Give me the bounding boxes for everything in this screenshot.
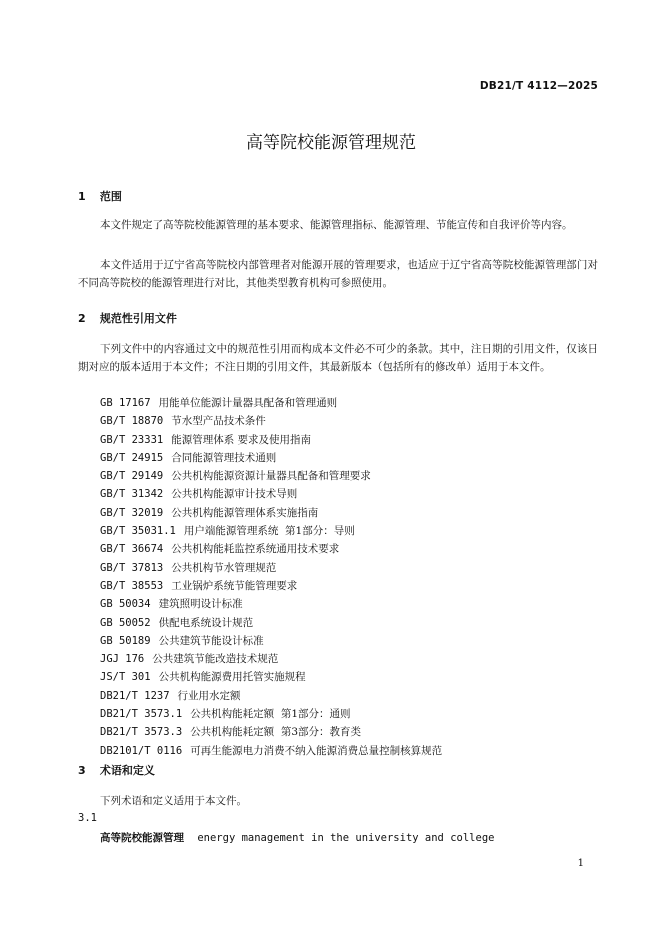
reference-item — [100, 687, 442, 705]
reference-code: GB 50034 — [100, 598, 151, 611]
reference-code: GB/T 38553 — [100, 579, 164, 592]
term-number: 3.1 — [78, 812, 97, 824]
term-english: energy management in the university and college — [197, 832, 495, 844]
page-title: 高等院校能源管理规范 — [246, 133, 416, 153]
reference-item — [100, 522, 442, 540]
reference-title: 可再生能源电力消费不纳入能源消费总量控制核算规范 — [190, 744, 443, 757]
reference-title: 合同能源管理技术通则 — [171, 451, 277, 464]
reference-code: GB/T 29149 — [100, 470, 164, 483]
reference-item — [100, 668, 442, 686]
reference-code: JGJ 176 — [100, 653, 145, 666]
reference-list — [100, 394, 442, 760]
reference-item — [100, 449, 442, 467]
reference-code: JS/T 301 — [100, 671, 151, 684]
reference-item — [100, 504, 442, 522]
term-chinese: 高等院校能源管理 — [100, 832, 184, 844]
reference-code: DB21/T 1237 — [100, 689, 170, 702]
reference-item — [100, 595, 442, 613]
reference-title: 建筑照明设计标准 — [158, 598, 243, 611]
reference-item — [100, 394, 442, 412]
reference-title: 行业用水定额 — [177, 689, 241, 702]
reference-item — [100, 723, 442, 741]
reference-title: 能源管理体系 要求及使用指南 — [171, 433, 312, 446]
reference-title: 用能单位能源计量器具配备和管理通则 — [158, 397, 338, 409]
reference-code: DB2101/T 0116 — [100, 744, 183, 757]
reference-title: 公共机构能耗定额 第3部分：教育类 — [190, 726, 362, 739]
reference-item — [100, 485, 442, 503]
section-title: 术语和定义 — [99, 764, 155, 777]
reference-title: 公共机构节水管理规范 — [171, 561, 277, 574]
reference-title: 公共建筑节能改造技术规范 — [152, 653, 279, 666]
section-2-heading — [78, 310, 177, 326]
references-intro: 下列文件中的内容通过文中的规范性引用而构成本文件必不可少的条款。其中，注日期的引用文件，仅该日期对应的版本适用于本文件；不注日期的引用文件，其最新版本（包括所有的修改单）适用于本文件。 — [78, 343, 598, 373]
reference-title: 公共机构能源管理体系实施指南 — [171, 506, 319, 519]
reference-item — [100, 614, 442, 632]
section-number: 1 — [78, 190, 86, 203]
term-entry — [100, 830, 494, 845]
reference-title: 公共建筑节能设计标准 — [158, 634, 264, 647]
reference-item — [100, 577, 442, 595]
reference-item — [100, 412, 442, 430]
reference-item — [100, 559, 442, 577]
reference-title: 公共机构能源审计技术导则 — [171, 488, 298, 501]
reference-code: GB/T 35031.1 — [100, 525, 176, 538]
reference-title: 节水型产品技术条件 — [171, 415, 266, 428]
reference-title: 公共机构能耗定额 第1部分：通则 — [190, 708, 351, 721]
reference-code: DB21/T 3573.3 — [100, 726, 183, 739]
reference-code: GB 50189 — [100, 634, 151, 647]
reference-item — [100, 650, 442, 668]
reference-code: GB 50052 — [100, 616, 151, 629]
reference-title: 公共机构能源资源计量器具配备和管理要求 — [171, 470, 371, 483]
reference-item — [100, 705, 442, 723]
reference-item — [100, 632, 442, 650]
reference-item — [100, 431, 442, 449]
document-id: DB21/T 4112—2025 — [479, 80, 598, 92]
reference-item — [100, 540, 442, 558]
reference-code: GB/T 18870 — [100, 415, 164, 428]
section-title: 规范性引用文件 — [99, 312, 177, 325]
section-number: 2 — [78, 312, 86, 325]
page-number: 1 — [577, 858, 584, 869]
reference-item — [100, 742, 442, 760]
terms-intro: 下列术语和定义适用于本文件。 — [100, 795, 247, 807]
section-1-heading — [78, 188, 122, 204]
reference-code: GB/T 37813 — [100, 561, 164, 574]
section-number: 3 — [78, 764, 86, 777]
section-3-heading — [78, 762, 155, 778]
reference-item — [100, 467, 442, 485]
reference-code: GB 17167 — [100, 397, 151, 409]
reference-title: 公共机构能耗监控系统通用技术要求 — [171, 543, 340, 556]
reference-title: 用户端能源管理系统 第1部分：导则 — [183, 525, 355, 538]
scope-paragraph-1: 本文件规定了高等院校能源管理的基本要求、能源管理指标、能源管理、节能宣传和自我评价等内容。 — [100, 219, 573, 231]
reference-title: 工业锅炉系统节能管理要求 — [171, 579, 298, 592]
section-title: 范围 — [99, 190, 122, 203]
reference-title: 公共机构能源费用托管实施规程 — [158, 671, 306, 684]
reference-code: GB/T 24915 — [100, 451, 164, 464]
reference-code: GB/T 31342 — [100, 488, 164, 501]
scope-paragraph-2: 本文件适用于辽宁省高等院校内部管理者对能源开展的管理要求，也适应于辽宁省高等院校能源管理部门对不同高等院校的能源管理进行对比，其他类型教育机构可参照使用。 — [78, 259, 598, 289]
reference-code: DB21/T 3573.1 — [100, 708, 183, 721]
reference-title: 供配电系统设计规范 — [158, 616, 254, 629]
reference-code: GB/T 32019 — [100, 506, 164, 519]
reference-code: GB/T 36674 — [100, 543, 164, 556]
reference-code: GB/T 23331 — [100, 433, 164, 446]
